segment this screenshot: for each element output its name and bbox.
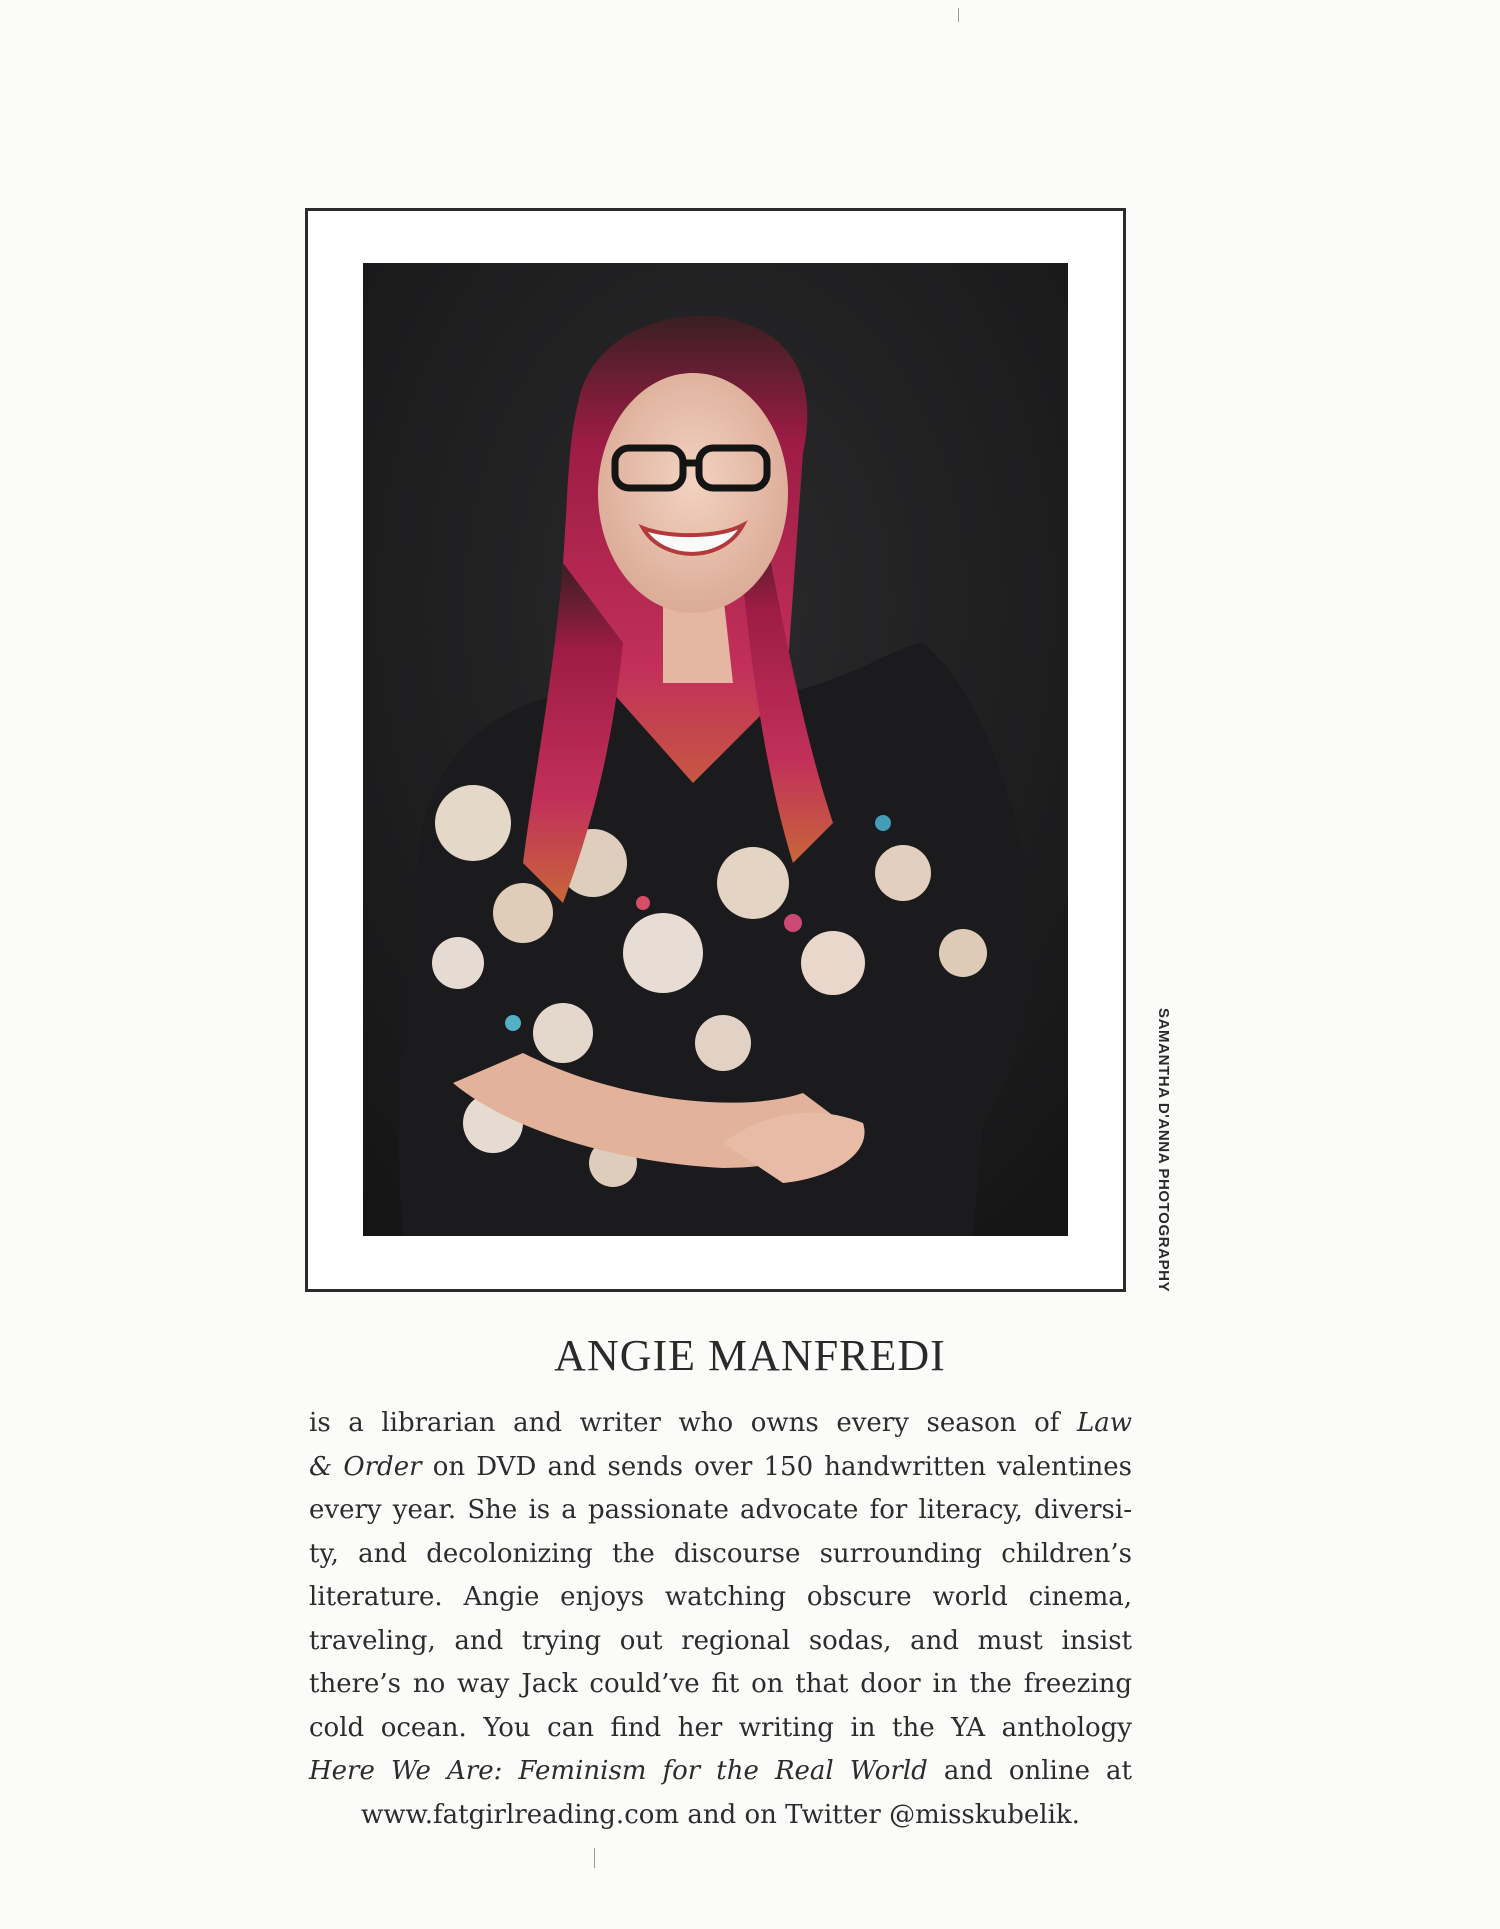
bio-line: & Order on DVD and sends over 150 handwritten valentines bbox=[309, 1451, 1132, 1482]
bio-line: literature. Angie enjoys watching obscure world cinema, bbox=[309, 1582, 1132, 1612]
scan-mark bbox=[958, 8, 959, 22]
italic-title: & Order bbox=[309, 1451, 422, 1482]
author-portrait-photo bbox=[363, 263, 1068, 1236]
bio-line: ty, and decolonizing the discourse surrounding children’s bbox=[309, 1538, 1132, 1569]
bio-line: traveling, and trying out regional sodas, and must insist bbox=[309, 1625, 1132, 1656]
scan-mark bbox=[594, 1848, 595, 1868]
bio-line: every year. She is a passionate advocate for literacy, diversi- bbox=[309, 1495, 1132, 1525]
italic-title: Here We Are: Feminism for the Real World bbox=[309, 1756, 928, 1786]
bio-line: Here We Are: Feminism for the Real World and online at bbox=[309, 1756, 1133, 1786]
photo-credit: SAMANTHA D'ANNA PHOTOGRAPHY bbox=[1155, 1008, 1172, 1293]
author-bio bbox=[309, 1402, 1132, 1837]
author-name: ANGIE MANFREDI bbox=[554, 1331, 946, 1380]
italic-title: Law bbox=[1076, 1408, 1132, 1438]
bio-line: cold ocean. You can find her writing in the YA anthology bbox=[309, 1712, 1132, 1743]
bio-line: there’s no way Jack could’ve fit on that door in the freezing bbox=[309, 1669, 1132, 1699]
portrait-frame bbox=[305, 208, 1126, 1292]
bio-line: is a librarian and writer who owns every season of Law bbox=[309, 1408, 1132, 1438]
bio-line: www.fatgirlreading.com and on Twitter @misskubelik. bbox=[361, 1799, 1080, 1830]
